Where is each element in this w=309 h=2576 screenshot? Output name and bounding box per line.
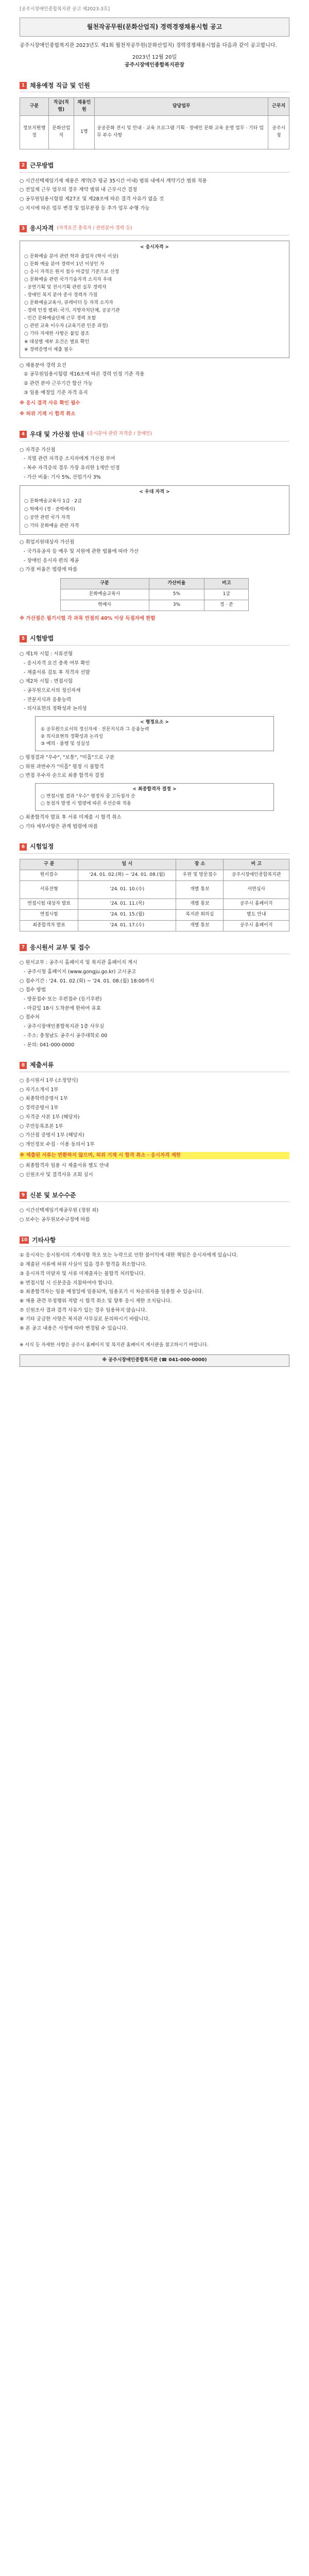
text-line: ○ 접수처 bbox=[20, 1014, 40, 1021]
section-2-heading bbox=[20, 161, 289, 173]
table-cell: '24. 01. 11.(목) bbox=[78, 899, 176, 909]
evaluation-box bbox=[35, 716, 274, 751]
box-line: ○ 학예사 (정 · 준학예사) bbox=[24, 507, 75, 513]
table-header: 담당업무 bbox=[95, 98, 268, 116]
notice-title: 월천작공무원(문화산업직) 경력경쟁채용시험 공고 bbox=[20, 18, 289, 37]
contact-box: ※ 공주시장애인종합복지관 (☎ 041-000-0000) bbox=[20, 1354, 289, 1367]
table-cell: 공공문화 전시 및 안내 · 교육 프로그램 기획 · 장애인 문화 교육 운영 업무 · 기타 업무 부수 사항 bbox=[95, 116, 268, 149]
table-header: 장 소 bbox=[176, 859, 224, 870]
table-header: 구 분 bbox=[20, 859, 78, 870]
box-title: < 응시자격 > bbox=[140, 245, 169, 250]
table-cell: 문화산업직 bbox=[48, 116, 74, 149]
box-line: ○ 공연 관련 국가 자격 bbox=[24, 515, 70, 521]
table-header: 채용인원 bbox=[74, 98, 95, 116]
section-7-heading bbox=[20, 943, 289, 955]
table-header: 비 고 bbox=[224, 859, 289, 870]
box-line: - 장애인 복지 분야 종사 경력자 가점 bbox=[24, 293, 98, 298]
box-line: - 민간 문화예술단체 근무 경력 포함 bbox=[24, 316, 96, 321]
table-cell: 원서접수 bbox=[20, 870, 78, 880]
section-number: 9 bbox=[20, 1192, 27, 1199]
text-line: ○ 지시에 따른 업무 변경 및 업무분장 등 추가 업무 수행 가능 bbox=[20, 205, 150, 211]
table-cell: '24. 01. 02.(화) ~ '24. 01. 08.(월) bbox=[78, 870, 176, 880]
box-line: ○ 면접시험 결과 "우수" 평정자 중 고득점자 순 bbox=[41, 793, 135, 799]
text-line: ○ 경력증명서 1부 bbox=[20, 1105, 59, 1111]
section-title: 시험일정 bbox=[30, 843, 54, 851]
text-line: ○ 기타 세부사항은 관계 법령에 따름 bbox=[20, 823, 98, 829]
box-line: ○ 문화예술교육사 1급 · 2급 bbox=[24, 499, 82, 504]
text-line: - 의사표현의 정확성과 논리성 bbox=[24, 706, 87, 712]
text-line: ○ 최종합격자 발표 후 서류 미제출 시 합격 취소 bbox=[20, 814, 122, 820]
section-title: 응시자격 bbox=[30, 225, 54, 232]
section-number: 8 bbox=[20, 1062, 27, 1069]
table-cell: 5% bbox=[149, 589, 204, 600]
table-header: 구분 bbox=[60, 578, 149, 589]
text-line: - 문의: 041-000-0000 bbox=[24, 1042, 75, 1048]
text-line: - 장애인 응시자 편의 제공 bbox=[24, 557, 79, 564]
section-number: 6 bbox=[20, 843, 27, 851]
text-line: ○ 가산점 증명서 1부 (해당자) bbox=[20, 1132, 84, 1139]
text-line: ○ 시간선택제임기제공무원 (정원 외) bbox=[20, 1208, 99, 1214]
box-title: < 평정요소 > bbox=[140, 720, 169, 725]
table-cell: 문화예술교육사 bbox=[60, 589, 149, 600]
preferred-box bbox=[20, 485, 289, 535]
table-cell: 최종합격자 발표 bbox=[20, 920, 78, 931]
text-line: - 주소: 충청남도 공주시 공주대학로 00 bbox=[24, 1032, 108, 1039]
table-cell: 면접시험 bbox=[20, 909, 78, 920]
section-3-heading bbox=[20, 224, 289, 235]
section-title: 신분 및 보수수준 bbox=[30, 1191, 76, 1199]
section-9-heading bbox=[20, 1191, 289, 1202]
text-line: ○ 자기소개서 1부 bbox=[20, 1087, 59, 1093]
text-line: ○ 자격증 사본 1부 (해당자) bbox=[20, 1114, 80, 1120]
table-cell: 1급 bbox=[204, 589, 249, 600]
table-row bbox=[20, 920, 289, 931]
box-line: ① 공무원으로서의 정신자세 · 전문지식과 그 응용능력 bbox=[41, 727, 149, 733]
section-subtitle: (자격요건 충족자 / 관련분야 경력 등) bbox=[57, 225, 132, 231]
table-cell: 복지관 회의실 bbox=[176, 909, 224, 920]
box-title: < 우대 자격 > bbox=[139, 489, 170, 495]
box-line: ○ 문화예술교육사, 큐레이터 등 자격 소지자 bbox=[24, 300, 113, 306]
table-row bbox=[20, 880, 289, 899]
text-line: ○ 응시원서 1부 (소정양식) bbox=[20, 1077, 78, 1083]
schedule-table bbox=[20, 859, 289, 931]
notice-signer: 공주시장애인종합복지관장 bbox=[125, 62, 184, 69]
table-cell: 개별 통보 bbox=[176, 880, 224, 899]
highlight-warning: ※ 제출된 서류는 반환하지 않으며, 허위 기재 시 합격 취소 · 응시자격 제한 bbox=[20, 1152, 289, 1160]
table-cell: 정 · 준 bbox=[204, 600, 249, 611]
section-4-heading bbox=[20, 430, 289, 442]
table-cell: 공주시청 bbox=[268, 116, 289, 149]
section-subtitle: (응시분야 관련 자격증 / 장애인) bbox=[87, 431, 152, 437]
box-line: ※ 대상별 세부 요건은 별표 확인 bbox=[24, 339, 90, 345]
section-title: 채용예정 직급 및 인원 bbox=[30, 81, 90, 89]
text-line: - 공주시장애인종합복지관 1층 사무실 bbox=[24, 1024, 105, 1030]
text-line: - 마감일 18시 도착분에 한하여 유효 bbox=[24, 1005, 101, 1011]
table-row bbox=[20, 909, 289, 920]
text-line: ○ 접수기간 : '24. 01. 02.(화) ~ '24. 01. 08.(월) 18:00까지 bbox=[20, 978, 154, 984]
table-row bbox=[20, 870, 289, 880]
table-cell: '24. 01. 10.(수) bbox=[78, 880, 176, 899]
notice-lead: 공주시장애인종합복지관 2023년도 제1회 월천작공무원(문화산업직) 경력경쟁채용시험을 다음과 같이 공고합니다. bbox=[20, 42, 277, 48]
notice-date: 2023년 12월 20일 bbox=[132, 54, 177, 60]
text-line: ○ 취업지원대상자 가산점 bbox=[20, 539, 75, 546]
table-cell: '24. 01. 17.(수) bbox=[78, 920, 176, 931]
box-line: ○ 문화예술 분야 관련 학과 졸업자 (학사 이상) bbox=[24, 254, 118, 259]
section-title: 우대 및 가산점 안내 bbox=[30, 430, 84, 438]
table-cell: 공주시 홈페이지 bbox=[224, 920, 289, 931]
text-line: ○ 최종학력증명서 1부 bbox=[20, 1096, 68, 1102]
text-line: ⑥ 채용 관련 부정행위 적발 시 합격 취소 및 향후 응시 제한 조치됩니다. bbox=[20, 1298, 172, 1304]
table-header: 직급(직렬) bbox=[48, 98, 74, 116]
text-line: ○ 제1차 시험 : 서류전형 bbox=[20, 651, 73, 657]
text-line: ⑦ 신원조사 결과 결격 사유가 있는 경우 임용하지 않습니다. bbox=[20, 1307, 147, 1313]
section-number: 1 bbox=[20, 82, 27, 89]
table-cell: 면접시험 대상자 발표 bbox=[20, 899, 78, 909]
table-row bbox=[20, 899, 289, 909]
box-line: ○ 기타 자세한 사항은 붙임 참조 bbox=[24, 331, 90, 337]
table-cell: 학예사 bbox=[60, 600, 149, 611]
text-line: ③ 임용 예정일 기준 자격 유지 bbox=[24, 389, 88, 396]
table-header: 일 시 bbox=[78, 859, 176, 870]
section-number: 7 bbox=[20, 944, 27, 951]
section-5-heading bbox=[20, 634, 289, 646]
table-cell: '24. 01. 15.(월) bbox=[78, 909, 176, 920]
text-line: ○ 최종합격자 임용 시 제출서류 별도 안내 bbox=[20, 1163, 109, 1169]
box-line: ※ 경력증명서 제출 필수 bbox=[24, 347, 73, 352]
text-line: ⑤ 최종합격자는 임용 예정일에 임용되며, 임용포기 시 차순위자를 임용할 수 있습니다. bbox=[20, 1289, 203, 1295]
text-line: ⑧ 기타 궁금한 사항은 복지관 사무실로 문의하시기 바랍니다. bbox=[20, 1316, 150, 1323]
text-line: - 공주시청 홈페이지 (www.gongju.go.kr) 고시공고 bbox=[24, 969, 136, 975]
text-line: ④ 면접시험 시 신분증을 지참하여야 합니다. bbox=[20, 1280, 114, 1286]
notice-number: [공주시장애인종합복지관 공고 제2023-3호] bbox=[20, 7, 110, 12]
section-title: 응시원서 교부 및 접수 bbox=[30, 943, 90, 951]
text-line: - 응시자격 요건 충족 여부 확인 bbox=[24, 660, 90, 666]
text-line: ○ 주민등록초본 1부 bbox=[20, 1123, 63, 1129]
section-10-heading bbox=[20, 1235, 289, 1247]
table-cell: 공주시 홈페이지 bbox=[224, 899, 289, 909]
text-line: ○ 공무원임용시험령 제27조 및 제28조에 따른 결격 사유가 없을 것 bbox=[20, 196, 164, 202]
text-line: - 전문지식과 응용능력 bbox=[24, 697, 72, 703]
box-line: ② 의사표현의 정확성과 논리성 bbox=[41, 734, 103, 739]
text-line: ① 공무원임용시험령 제16조에 따른 경력 인정 기준 적용 bbox=[24, 371, 145, 378]
section-number: 10 bbox=[20, 1236, 29, 1244]
section-6-heading bbox=[20, 842, 289, 854]
text-line: ○ 자격증 가산점 bbox=[20, 447, 56, 453]
table-cell: 서류전형 bbox=[20, 880, 78, 899]
text-line: ③ 응시자격 미달자 및 서류 미제출자는 불합격 처리합니다. bbox=[20, 1270, 145, 1277]
bonus-table bbox=[60, 578, 249, 611]
table-cell: 서면심사 bbox=[224, 880, 289, 899]
box-line: ○ 문화예술 관련 국가기술자격 소지자 우대 bbox=[24, 277, 112, 283]
text-line: ○ 접수 방법 bbox=[20, 987, 46, 993]
table-cell: 정보지원행정 bbox=[20, 116, 49, 149]
table-cell: 별도 안내 bbox=[224, 909, 289, 920]
table-header: 가산비율 bbox=[149, 578, 204, 589]
table-cell: 1명 bbox=[74, 116, 95, 149]
warning-text: ※ 가산점은 필기시험 각 과목 만점의 40% 이상 득점자에 한함 bbox=[20, 615, 156, 621]
text-line: ○ 위원 과반수가 "미흡" 평정 시 불합격 bbox=[20, 764, 104, 770]
table-header: 비고 bbox=[204, 578, 249, 589]
section-title: 제출서류 bbox=[30, 1061, 54, 1069]
text-line: ⑨ 본 공고 내용은 사정에 따라 변경될 수 있습니다. bbox=[20, 1326, 128, 1332]
section-8-heading bbox=[20, 1060, 289, 1072]
text-line: ○ 제2차 시험 : 면접시험 bbox=[20, 679, 73, 685]
text-line: - 가산 비율: 기사 5%, 산업기사 3% bbox=[24, 474, 101, 480]
text-line: - 국가유공자 등 예우 및 지원에 관한 법률에 따라 가산 bbox=[24, 548, 139, 554]
box-line: ○ 기타 문화예술 관련 자격 bbox=[24, 523, 79, 529]
text-line: ① 응시자는 응시원서의 기재사항 착오 또는 누락으로 인한 불이익에 대한 책임은 응시자에게 있습니다. bbox=[20, 1252, 238, 1259]
box-line: ③ 예의 · 품행 및 성실성 bbox=[41, 741, 90, 747]
section-number: 3 bbox=[20, 225, 27, 232]
section-number: 2 bbox=[20, 162, 27, 169]
table-cell: 개별 통보 bbox=[176, 899, 224, 909]
warning-text: ※ 응시 결격 사유 확인 필수 bbox=[20, 400, 80, 406]
warning-text: ※ 허위 기재 시 합격 취소 bbox=[20, 411, 76, 417]
text-line: ○ 개인정보 수집 · 이용 동의서 1부 bbox=[20, 1141, 95, 1147]
table-cell: 우편 및 방문접수 bbox=[176, 870, 224, 880]
text-line: ○ 면접 우수자 순으로 최종 합격자 결정 bbox=[20, 773, 105, 779]
text-line: - 복수 자격증의 경우 가장 유리한 1개만 인정 bbox=[24, 465, 120, 471]
box-line: ○ 문화 예술 분야 경력이 1년 이상인 자 bbox=[24, 262, 105, 267]
text-line: ○ 보수는 공무원보수규정에 따름 bbox=[20, 1217, 90, 1223]
text-line: ○ 전일제 근무 업무의 경우 계약 범위 내 근무시간 결정 bbox=[20, 187, 138, 193]
text-line: ② 관련 분야 근무기간 합산 가능 bbox=[24, 381, 93, 387]
table-header: 근무지 bbox=[268, 98, 289, 116]
table-cell: 3% bbox=[149, 600, 204, 611]
text-line: ○ 신원조사 및 결격사유 조회 실시 bbox=[20, 1172, 93, 1178]
text-line: ○ 평정결과 "우수", "보통", "미흡"으로 구분 bbox=[20, 754, 115, 760]
box-line: ○ 응시 자격은 원서 접수 마감일 기준으로 산정 bbox=[24, 269, 119, 275]
text-line: - 직렬 관련 자격증 소지자에게 가산점 부여 bbox=[24, 456, 115, 462]
section-title: 기타사항 bbox=[32, 1236, 56, 1244]
section-number: 4 bbox=[20, 431, 27, 438]
box-line: ○ 관련 교육 이수자 (교육기관 인증 과정) bbox=[24, 324, 108, 329]
text-line: - 공무원으로서의 정신자세 bbox=[24, 687, 81, 693]
section-title: 근무방법 bbox=[30, 162, 54, 169]
box-title: < 최종합격자 결정 > bbox=[132, 787, 177, 792]
text-line: - 방문접수 또는 우편접수 (등기우편) bbox=[24, 996, 102, 1003]
section-1-heading bbox=[20, 81, 289, 93]
table-header: 구분 bbox=[20, 98, 49, 116]
box-line: ○ 동점자 발생 시 법령에 따른 우선순위 적용 bbox=[41, 801, 131, 806]
recruit-table bbox=[20, 97, 289, 149]
text-line: ② 제출된 서류에 허위 사실이 있을 경우 합격을 취소합니다. bbox=[20, 1262, 147, 1268]
table-cell: 개별 통보 bbox=[176, 920, 224, 931]
box-line: - 경력 인정 범위: 국가, 지방자치단체, 공공기관 bbox=[24, 308, 120, 314]
final-decision-box bbox=[35, 783, 274, 811]
footer-note: ※ 서식 등 자세한 사항은 공주시 홈페이지 및 복지관 홈페이지 게시판을 참고하시기 바랍니다. bbox=[20, 1342, 209, 1348]
qualification-box bbox=[20, 241, 289, 358]
section-number: 5 bbox=[20, 635, 27, 642]
text-line: ○ 원서교부 : 공주시 홈페이지 및 복지관 홈페이지 게시 bbox=[20, 960, 138, 966]
box-line: - 공연기획 및 전시기획 관련 실무 경력자 bbox=[24, 285, 107, 291]
text-line: - 제출서류 검토 후 적격자 선발 bbox=[24, 669, 90, 675]
text-line: ○ 시간선택제임기제 채용은 계약(주 평균 35시간 이내) 범위 내에서 계약기간 범위 적용 bbox=[20, 178, 207, 184]
text-line: ○ 가점 비율은 법령에 따름 bbox=[20, 567, 78, 573]
text-line: ○ 채용분야 경력 요건 bbox=[20, 362, 66, 368]
table-cell: 공주시장애인종합복지관 bbox=[224, 870, 289, 880]
section-title: 시험방법 bbox=[30, 635, 54, 642]
